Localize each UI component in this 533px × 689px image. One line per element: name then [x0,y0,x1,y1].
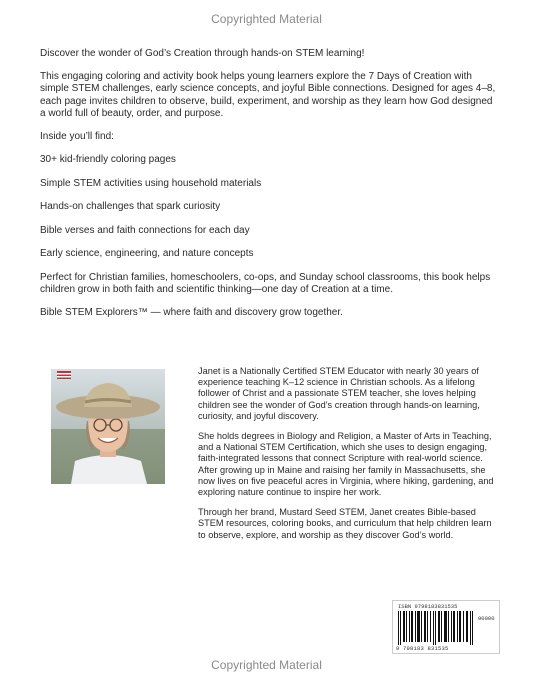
feature-item: Early science, engineering, and nature concepts [40,248,254,259]
isbn-label: ISBN 9798183831535 [398,603,458,610]
back-cover-blurb [40,48,500,329]
author-photo [51,369,165,484]
price-code: 90000 [478,615,495,622]
barcode-bars-icon [398,611,476,645]
bio-paragraph: Janet is a Nationally Certified STEM Educator with nearly 30 years of experience teaching K–12 science in Christian schools. As a lifelong follower of Christ and a passionate STEM teacher, she loves helping children see the wonder of God’s creation through hands-on learning, curiosity, and joyful discovery. [198,366,480,421]
feature-item: 30+ kid-friendly coloring pages [40,154,176,165]
bio-paragraph: Through her brand, Mustard Seed STEM, Janet creates Bible-based STEM resources, coloring books, and curriculum that help children learn to observe, explore, and worship as they discover God’s world. [198,507,492,540]
inside-heading: Inside you’ll find: [40,130,114,142]
tagline-text: Bible STEM Explorers™ — where faith and discovery grow together. [40,306,343,318]
copyright-watermark-top: Copyrighted Material [211,12,322,26]
feature-item: Bible verses and faith connections for each day [40,224,250,236]
copyright-watermark-bottom: Copyrighted Material [211,658,322,672]
barcode-digits: 9 798183 831535 [396,645,449,652]
bio-paragraph: She holds degrees in Biology and Religion, a Master of Arts in Teaching, and a National STEM Certification, which she uses to design engaging, faith-integrated lessons that connect Scripture with real-world science. After growing up in Maine and raising her family in Massachusetts, she now lives on five peaceful acres in Virginia, where hiking, gardening, and exploring nature continue to inspire her work. [198,431,494,498]
feature-item: Hands-on challenges that spark curiosity [40,201,221,212]
author-bio [198,366,498,550]
intro-text: Discover the wonder of God’s Creation through hands-on STEM learning! [40,48,365,59]
audience-text: Perfect for Christian families, homeschoolers, co-ops, and Sunday school classrooms, this book helps children grow in both faith and scientific thinking—one day of Creation at a time. [40,271,491,295]
feature-item: Simple STEM activities using household materials [40,177,262,189]
description-text: This engaging coloring and activity book helps young learners explore the 7 Days of Creation with simple STEM challenges, early science concepts, and joyful Bible connections. Designed for ages 4–8, each page invites children to observe, build, experiment, and worship as they learn how God designed a world full of beauty, order, and purpose. [40,70,496,119]
isbn-barcode [392,600,500,654]
